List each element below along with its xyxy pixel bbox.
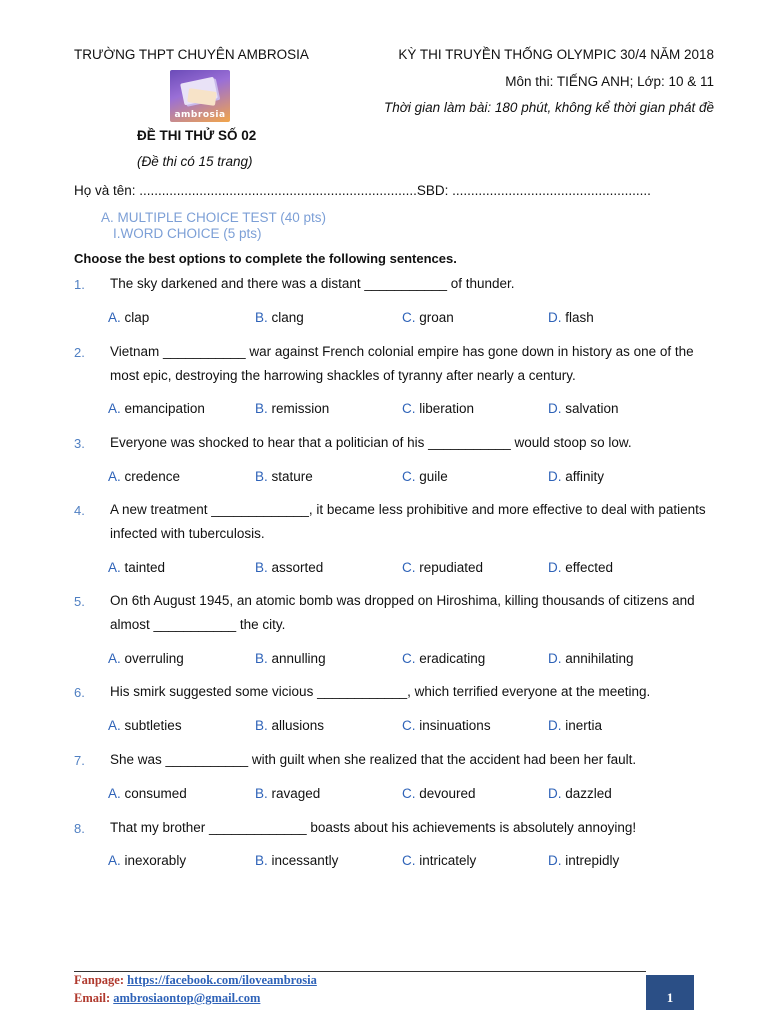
option-a: A. credence [108, 469, 181, 484]
logo-text: ambrosia [174, 110, 226, 120]
school-name: TRƯỜNG THPT CHUYÊN AMBROSIA [74, 47, 309, 62]
option-b: B. ravaged [255, 786, 321, 801]
footer-email [74, 991, 260, 1006]
option-d: D. intrepidly [548, 853, 620, 868]
option-b: B. assorted [255, 560, 324, 575]
option-d: D. annihilating [548, 651, 634, 666]
question-number: 5. [74, 594, 85, 609]
fanpage-label: Fanpage: [74, 973, 124, 987]
option-b: B. clang [255, 310, 304, 325]
question-number: 4. [74, 503, 85, 518]
option-a: A. overruling [108, 651, 184, 666]
option-a: A. subtleties [108, 718, 182, 733]
footer-fanpage [74, 973, 317, 988]
question-stem: On 6th August 1945, an atomic bomb was dropped on Hiroshima, killing thousands of citizens and almost ___________ the city. [110, 593, 695, 632]
option-d: D. effected [548, 560, 614, 575]
question-stem: A new treatment _____________, it became less prohibitive and more effective to deal with patients infected with tuberculosis. [110, 502, 706, 541]
option-c: C. intricately [402, 853, 477, 868]
question-number: 7. [74, 753, 85, 768]
option-a: A. consumed [108, 786, 187, 801]
question-stem: The sky darkened and there was a distant ___________ of thunder. [110, 276, 515, 291]
option-d: D. inertia [548, 718, 603, 733]
option-d: D. flash [548, 310, 594, 325]
question-number: 1. [74, 277, 85, 292]
question-stem: She was ___________ with guilt when she realized that the accident had been her fault. [110, 752, 637, 767]
ambrosia-logo [170, 70, 230, 122]
exam-time-note: Thời gian làm bài: 180 phút, không kể thời gian phát đề [383, 100, 714, 115]
question-stem: Vietnam ___________ war against French colonial empire has gone down in history as one of the most epic, destroying the harrowing shackles of tyranny after nearly a century. [110, 344, 694, 383]
email-link[interactable]: ambrosiaontop@gmail.com [113, 991, 261, 1005]
fanpage-link[interactable]: https://facebook.com/iloveambrosia [127, 973, 317, 987]
pages-note: (Đề thi có 15 trang) [137, 154, 253, 169]
option-a: A. emancipation [108, 401, 205, 416]
name-sbd-line: Họ và tên: ..........................................................................SBD: ..................................................... [74, 183, 651, 198]
option-d: D. dazzled [548, 786, 612, 801]
question-number: 3. [74, 436, 85, 451]
test-number: ĐỀ THI THỬ SỐ 02 [137, 128, 257, 143]
option-b: B. annulling [255, 651, 326, 666]
option-c: C. devoured [402, 786, 476, 801]
option-c: C. guile [402, 469, 448, 484]
section-heading: A. MULTIPLE CHOICE TEST (40 pts) [101, 210, 327, 225]
page-number: 1 [646, 975, 694, 1010]
question-stem: That my brother _____________ boasts about his achievements is absolutely annoying! [110, 820, 637, 835]
option-c: C. groan [402, 310, 454, 325]
option-a: A. inexorably [108, 853, 187, 868]
option-b: B. remission [255, 401, 330, 416]
instruction: Choose the best options to complete the following sentences. [74, 251, 457, 266]
option-d: D. affinity [548, 469, 605, 484]
question-number: 2. [74, 345, 85, 360]
option-a: A. tainted [108, 560, 166, 575]
question-stem: Everyone was shocked to hear that a politician of his ___________ would stoop so low. [110, 435, 632, 450]
option-c: C. insinuations [402, 718, 491, 733]
option-b: B. stature [255, 469, 313, 484]
option-c: C. liberation [402, 401, 475, 416]
exam-title: KỲ THI TRUYỀN THỐNG OLYMPIC 30/4 NĂM 2018 [398, 47, 714, 62]
option-b: B. incessantly [255, 853, 339, 868]
option-a: A. clap [108, 310, 150, 325]
option-d: D. salvation [548, 401, 619, 416]
subsection-heading: I.WORD CHOICE (5 pts) [113, 226, 262, 241]
question-number: 8. [74, 821, 85, 836]
email-label: Email: [74, 991, 111, 1005]
option-c: C. repudiated [402, 560, 484, 575]
footer-divider [74, 971, 646, 972]
option-c: C. eradicating [402, 651, 486, 666]
option-b: B. allusions [255, 718, 325, 733]
exam-subject: Môn thi: TIẾNG ANH; Lớp: 10 & 11 [505, 74, 714, 89]
question-stem: His smirk suggested some vicious ____________, which terrified everyone at the meeting. [110, 684, 651, 699]
question-number: 6. [74, 685, 85, 700]
